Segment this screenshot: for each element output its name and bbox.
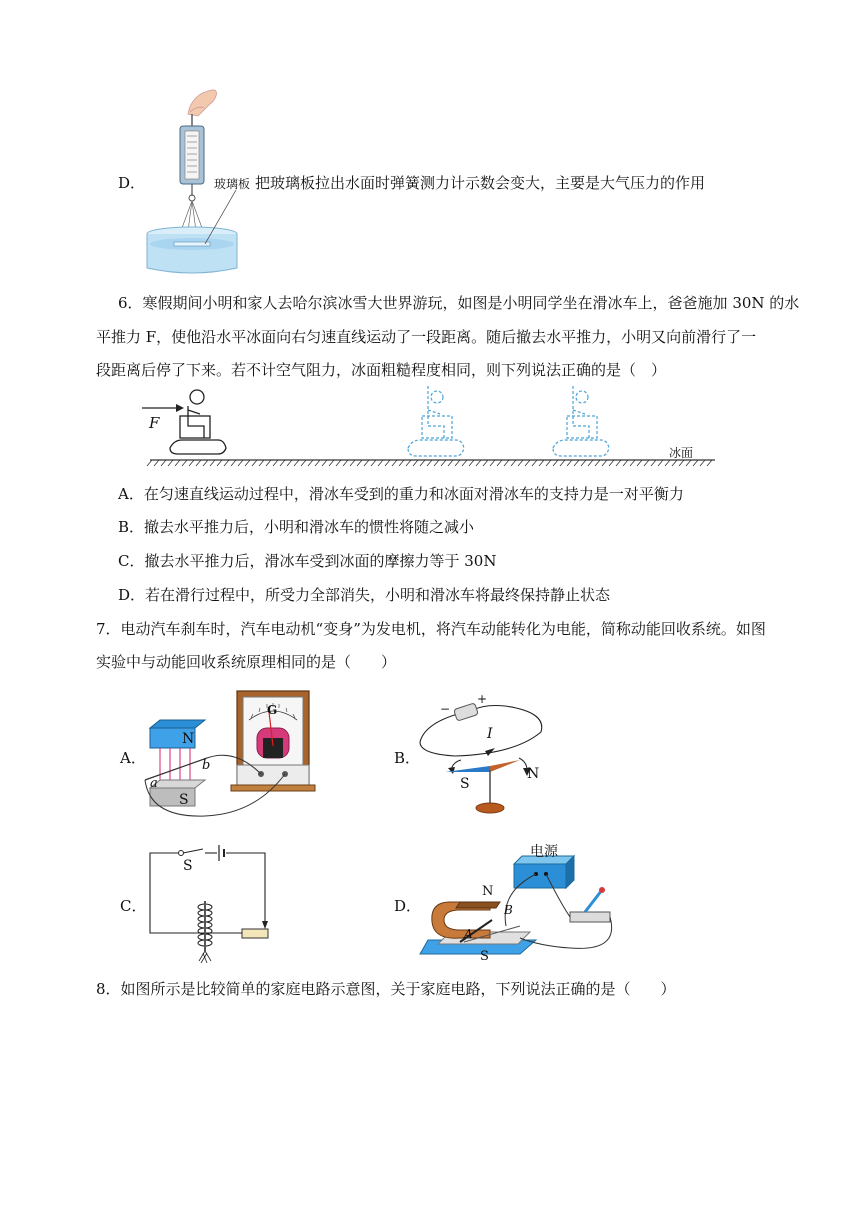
q6-option-a: A．在匀速直线运动过程中，滑冰车受到的重力和冰面对滑冰车的支持力是一对平衡力	[118, 485, 684, 503]
q6-stem-line-2: 平推力 F，使他沿水平冰面向右匀速直线运动了一段距离。随后撤去水平推力，小明又向前滑行了一	[96, 328, 757, 346]
q7-fig-a-wire-a: a	[150, 776, 158, 791]
q6-option-b: B．撤去水平推力后，小明和滑冰车的惯性将随之减小	[118, 518, 475, 536]
q7-figure-b-compass-wire	[415, 692, 550, 822]
q7-stem-line-1: 7．电动汽车刹车时，汽车电动机“变身”为发电机，将汽车动能转化为电能，简称动能回收系统。如图	[96, 620, 766, 638]
q7-option-d-label: D．	[394, 897, 422, 915]
q7-fig-d-north: N	[482, 884, 494, 899]
q6-stem-line-1: 6．寒假期间小明和家人去哈尔滨冰雪大世界游玩，如图是小明同学坐在滑冰车上，爸爸施加 30N 的水	[118, 294, 800, 312]
q7-fig-c-switch: S	[183, 858, 193, 874]
q7-fig-a-north: N	[182, 731, 195, 747]
q7-fig-b-plus: +	[477, 692, 488, 706]
q7-fig-b-north: N	[527, 766, 540, 782]
q7-fig-b-minus: −	[440, 702, 451, 716]
q5-glass-label: 玻璃板	[214, 177, 251, 191]
q7-fig-a-wire-b: b	[202, 758, 211, 773]
q7-figure-d-motor-rails	[420, 842, 630, 967]
q6-sled-figure	[140, 386, 730, 466]
q7-option-c-label: C．	[120, 897, 147, 915]
q6-option-c: C．撤去水平推力后，滑冰车受到冰面的摩擦力等于 30N	[118, 552, 497, 570]
q7-stem-line-2: 实验中与动能回收系统原理相同的是（ ）	[96, 653, 397, 671]
q7-fig-b-current: I	[487, 726, 493, 742]
q7-fig-a-meter: G	[267, 703, 278, 717]
q7-fig-b-south: S	[460, 776, 470, 792]
q6-force-label: F	[149, 414, 160, 432]
q7-option-b-label: B．	[394, 749, 421, 767]
q6-option-d: D．若在滑行过程中，所受力全部消失，小明和滑冰车将最终保持静止状态	[118, 586, 611, 604]
q7-fig-d-south: S	[480, 949, 489, 964]
q6-stem-line-3: 段距离后停了下来。若不计空气阻力，冰面粗糙程度相同，则下列说法正确的是（ ）	[96, 361, 667, 379]
q5-glass-label-pointer	[0, 0, 860, 300]
q5-option-d-text: 把玻璃板拉出水面时弹簧测力计示数会变大，主要是大气压力的作用	[255, 174, 706, 192]
q7-fig-d-point-a: A	[464, 927, 473, 941]
q7-option-a-label: A．	[120, 749, 146, 767]
q7-fig-d-power: 电源	[530, 844, 558, 860]
q8-stem-line-1: 8．如图所示是比较简单的家庭电路示意图，关于家庭电路，下列说法正确的是（ ）	[96, 980, 676, 998]
q7-fig-a-south: S	[179, 792, 189, 808]
q7-figure-c-electromagnet	[145, 843, 275, 968]
q7-figure-a-galvanometer	[145, 688, 320, 828]
q7-fig-d-point-b: B	[504, 903, 513, 917]
q6-ice-label: 冰面	[669, 446, 694, 460]
q5-option-d-label: D．	[118, 174, 146, 192]
